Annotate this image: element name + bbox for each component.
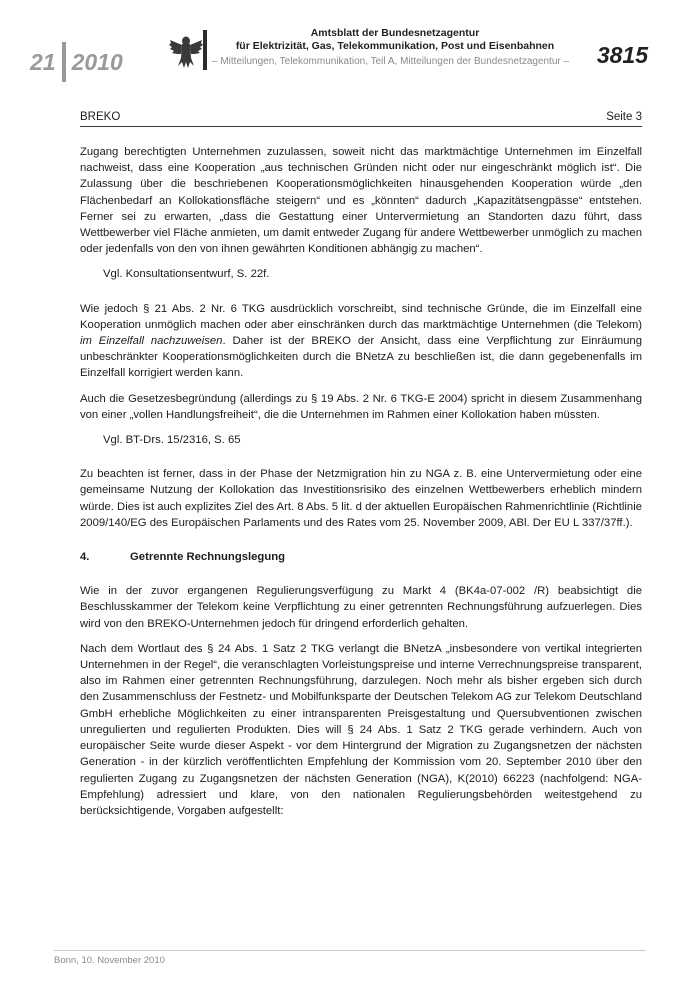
gazette-title-line2: für Elektrizität, Gas, Telekommunikation, Post und Eisenbahnen (235, 40, 555, 52)
issue-label (30, 42, 123, 82)
paragraph: Zugang berechtigten Unternehmen zuzulassen, soweit nicht das marktmächtige Unternehmen im Einzelfall nachweist, dass eine Kooperation „aus technischen Gründen nicht oder nur eingeschränkt möglich ist“. Die Zulassung über die beschriebenen Kooperationsmöglichkeiten hinausgehenden Kooperation würde „den Flächenbedarf an Kollokationsfläche steigern“ und es „könnten“ dadurch „Kapazitätsengpässe“ entstehen. Ferner sei zu erwarten, „dass die Gestattung einer Untervermietung an Standorten dazu führt, dass Wettbewerber viel Fläche anmieten, um damit entweder Zugang für andere Wettbewerber unmöglich zu machen oder jedenfalls von den von ihnen gewährten Konditionen abhängig zu machen“. (80, 146, 642, 256)
issue-divider (62, 42, 66, 82)
issue-number: 21 (30, 48, 56, 75)
footer-date: Bonn, 10. November 2010 (54, 955, 165, 966)
federal-eagle-icon (168, 32, 204, 72)
issue-year: 2010 (71, 48, 123, 75)
paragraph: Nach dem Wortlaut des § 24 Abs. 1 Satz 2 TKG verlangt die BNetzA „insbesondere von vertikal integrierten Unternehmen in der Regel“, die veranschlagten Vorleistungspreise und interne Verrechnungspreise transparent, also im Rahmen einer getrennten Rechnungsführung, darzulegen. Noch mehr als bisher ergeben sich durch den Zusammenschluss der Festnetz- und Mobilfunksparte der Deutschen Telekom AG zur Telekom Deutschland GmbH erhebliche Möglichkeiten zu einer intransparenten Preisgestaltung und Quersubventionen zwischen unregulierten und regulierten Produkten. Dies will § 24 Abs. 1 Satz 2 TKG gerade verhindern. Auch von europäischer Seite wurde dieser Aspekt - vor dem Hintergrund der Migration zu Zugangsnetzen der nächsten Generation - in der kürzlich veröffentlichten Empfehlung der Kommission vom 20. September 2010 über den regulierten Zugang zu Zugangsnetzen der nächsten Generation (NGA), K(2010) 66223 (nachfolgend: NGA-Empfehlung) adressiert und klare, von den nationalen Regulierungsbehörden weitestgehend zu berücksichtigende, Vorgaben aufgestellt: (80, 642, 642, 817)
gazette-title-line1: Amtsblatt der Bundesnetzagentur (310, 27, 480, 39)
footer-rule (54, 950, 646, 951)
paragraph: Auch die Gesetzesbegründung (allerdings zu § 19 Abs. 2 Nr. 6 TKG-E 2004) spricht in diesem Zusammenhang von einer „vollen Handlungsfreiheit“, die die Unternehmen im Rahmen einer Kollokation haben müssten. (80, 392, 642, 421)
paragraph: Zu beachten ist ferner, dass in der Phase der Netzmigration hin zu NGA z. B. eine Untervermietung oder eine gemeinsame Nutzung der Kollokation das Investitionsrisiko des einzelnen Wettbewerbers erheblich mindern würde. Dies ist auch explizites Ziel des Art. 8 Abs. 5 lit. d der aktuellen Europäischen Rahmenrichtlinie (Richtlinie 2009/140/EG des Europäischen Parlaments und des Rates vom 25. November 2009, ABl. Der EU L 337/37ff.). (80, 468, 642, 529)
document-org: BREKO (80, 111, 121, 123)
paragraph-text: . Daher ist der BREKO der Ansicht, dass eine Verpflichtung zur Einräumung unbeschränkter Kooperationsmöglichkeiten durch die BNetzA zu beschließen ist, die dann gegebenenfalls im Einzelfall korrigiert werden kann. (80, 335, 642, 380)
paragraph (80, 301, 642, 382)
emphasis-text: im Einzelfall nachzuweisen (80, 335, 223, 348)
section-number: 4. (80, 551, 90, 564)
page-number: 3815 (596, 42, 648, 68)
gazette-subtitle: – Mitteilungen, Telekommunikation, Teil A, Mitteilungen der Bundesnetzagentur – (212, 56, 570, 67)
document-header (80, 109, 642, 125)
header-divider (203, 30, 207, 70)
section-heading (80, 549, 642, 565)
document-body (80, 109, 642, 819)
paragraph: Wie in der zuvor ergangenen Regulierungsverfügung zu Markt 4 (BK4a-07-002 /R) beabsichtigt die Beschlusskammer der Telekom keine Verpflichtung zu einer getrennten Rechnungsführung aufzuerlegen. Dies wird von den BREKO-Unternehmen jedoch für dringend erforderlich gehalten. (80, 585, 642, 630)
section-title: Getrennte Rechnungslegung (130, 551, 286, 564)
citation: Vgl. BT-Drs. 15/2316, S. 65 (103, 434, 241, 447)
document-page-label: Seite 3 (606, 111, 642, 123)
document-header-rule (80, 126, 642, 127)
citation: Vgl. Konsultationsentwurf, S. 22f. (103, 268, 270, 281)
paragraph-text: Wie jedoch § 21 Abs. 2 Nr. 6 TKG ausdrücklich vorschreibt, sind technische Gründe, die im Einzelfall eine Kooperation unmöglich machen oder aber einschränken durch das marktmächtige Unternehmen (die Telekom) (80, 302, 642, 331)
gazette-title (215, 27, 575, 53)
